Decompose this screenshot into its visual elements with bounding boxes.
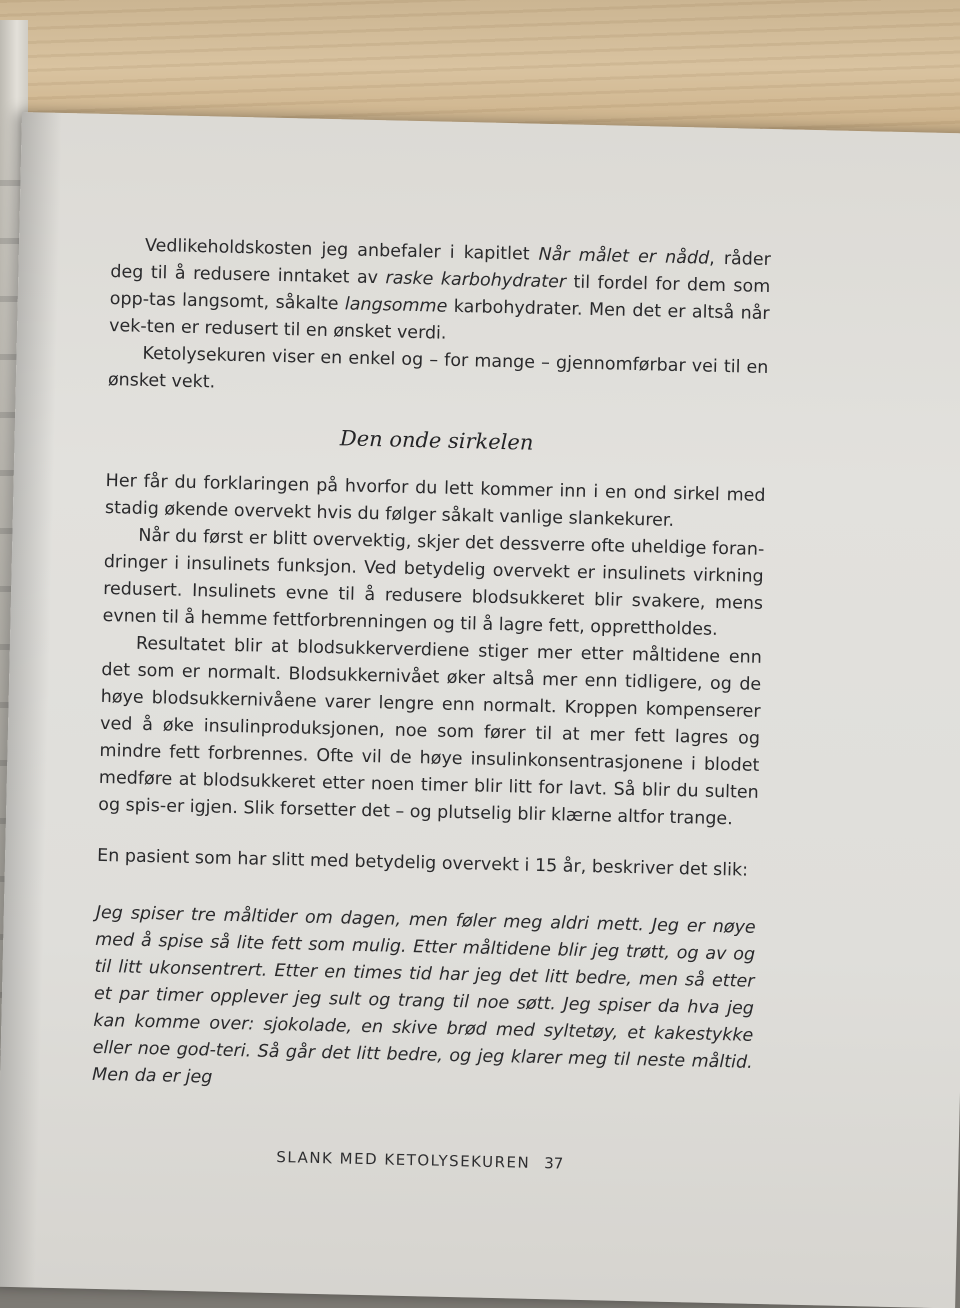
running-title: SLANK MED KETOLYSEKUREN — [276, 1148, 531, 1172]
text-span: , råder deg til å redusere inntaket av — [110, 248, 772, 289]
book-page — [0, 112, 960, 1308]
text-span: til fordel for dem som opp-tas langsomt, såkalte — [109, 272, 771, 315]
patient-quote: Jeg spiser tre måltider om dagen, men føler meg aldri mett. Jeg er nøye med å spise så lite fett som mulig. Etter måltidene blir jeg trøtt, og av og til litt ukonsentrert. Etter en times tid har jeg det litt bedre, men så etter et par timer opplever jeg sult og trang til noe søtt. Jeg spiser da hva jeg kan komme over: sjokolade, en skive brød med syltetøy, et kakestykke eller noe god-teri. Så går det litt bedre, og jeg klarer meg til neste måltid. Men da er jeg — [91, 902, 756, 1088]
emphasis-langsomme: langsomme — [344, 294, 448, 317]
text-span: Ketolysekuren viser en enkel og – for mange – gjennomførbar vei til en ønsket vekt. — [107, 343, 769, 393]
emphasis-raske-karbohydrater: raske karbohydrater — [385, 268, 567, 293]
text-span: karbohydrater. Men det er altså når vek-ten er redusert til en ønsket verdi. — [108, 296, 770, 344]
paragraph-intro: Her får du forklaringen på hvorfor du lett kommer inn i en ond sirkel med stadig økende overvekt hvis du følger såkalt vanlige slankekurer. — [104, 470, 766, 531]
page-footer — [276, 1148, 563, 1173]
page-body — [92, 232, 771, 1104]
text-span: Vedlikeholdskosten jeg anbefaler i kapitlet — [144, 235, 539, 265]
paragraph-result: Resultatet blir at blodsukkerverdiene stiger mer etter måltidene enn det som er normalt. Blodsukkernivået øker altså mer enn tidligere, og de høye blodsukkernivåene varer lengre enn normalt. Kroppen kompenserer ved å øke insulinproduksjonen, noe som fører til at mer fett lagres og mindre fett forbrennes. Ofte vil de høye insulinkonsentrasjonene i blodet medføre at blodsukkeret etter noen timer blir litt for lavt. Så blir du sulten og spis-er igjen. Slik forsetter det – og plutselig blir klærne altfor trange. — [98, 633, 763, 830]
page-number: 37 — [543, 1154, 564, 1173]
paragraph-insulin: Når du først er blitt overvektig, skjer det dessverre ofte uheldige foran-dringer i insulinets funksjon. Ved betydelig overvekt er insulinets virkning redusert. Insulinets evne til å redusere blodsukkeret blir svakere, mens evnen til å hemme fettforbrenningen og til å lagre fett, opprettholdes. — [102, 525, 765, 640]
paragraph-maintenance-diet — [109, 232, 771, 355]
paragraph-patient-intro: En pasient som har slitt med betydelig overvekt i 15 år, beskriver det slik: — [96, 845, 749, 881]
section-heading: Den onde sirkelen — [339, 426, 534, 455]
chapter-title-reference: Når målet er nådd — [538, 244, 710, 269]
